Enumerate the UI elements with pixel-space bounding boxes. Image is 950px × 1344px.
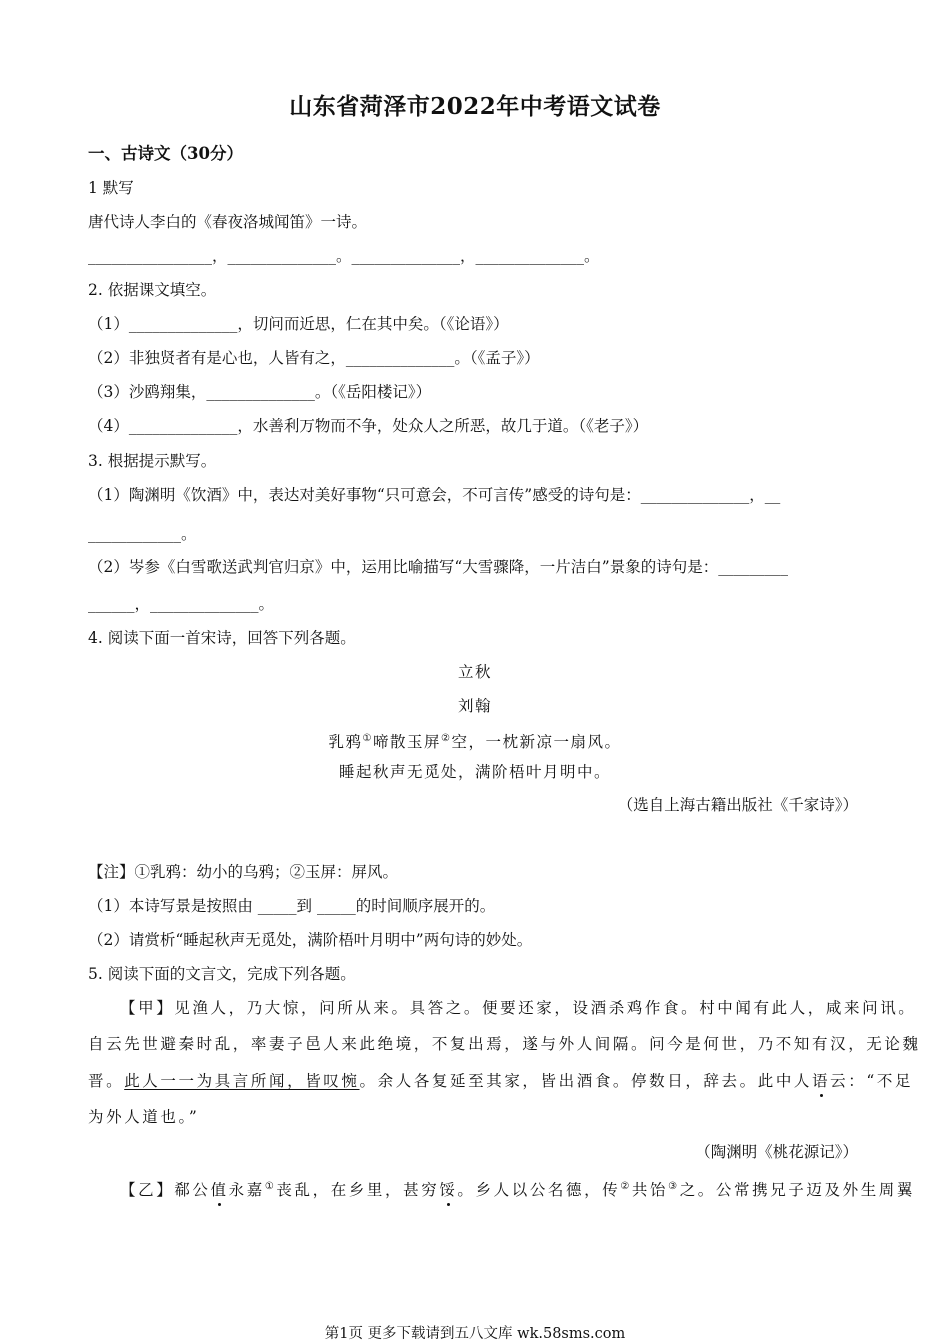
page-title: 山东省菏泽市2022年中考语文试卷 xyxy=(289,93,661,120)
dotted-character: 馁 xyxy=(439,1181,458,1200)
q2-label: 2. 依据课文填空。 xyxy=(88,281,217,299)
footnote-marker: ① xyxy=(264,1181,277,1192)
poem-title: 立秋 xyxy=(457,663,492,681)
q2-item-2: （2）非独贤者有是心也，人皆有之，______________。（《孟子》） xyxy=(88,349,540,367)
section-heading: 一、古诗文（30分） xyxy=(88,144,243,163)
footnote-marker: ③ xyxy=(668,1181,680,1192)
passage-jia-line-3: 晋。此人一一为具言所闻，皆叹惋。余人各复延至其家，皆出酒食。停数日，辞去。此中人语云：“不足 xyxy=(88,1072,914,1090)
dotted-character: 值 xyxy=(210,1181,229,1200)
footnote-marker: ① xyxy=(362,733,373,744)
q1-label: 1 默写 xyxy=(88,179,134,197)
poem-note: 【注】①乳鸦：幼小的乌鸦；②玉屏：屏风。 xyxy=(88,863,399,881)
passage-jia-line-2: 自云先世避秦时乱，率妻子邑人来此绝境，不复出焉，遂与外人间隔。问今是何世，乃不知有汉，无论魏 xyxy=(88,1035,921,1053)
footnote-marker: ② xyxy=(441,733,452,744)
poem-line-1: 乳鸦①啼散玉屏②空，一枕新凉一扇风。 xyxy=(328,733,622,752)
poem-author: 刘翰 xyxy=(457,697,492,715)
passage-yi-line-1: 【乙】郗公值永嘉①丧乱，在乡里，甚穷馁。乡人以公名德，传②共饴③之。公常携兄子迈及外生周翼 xyxy=(120,1181,915,1200)
q4-label: 4. 阅读下面一首宋诗，回答下列各题。 xyxy=(88,629,356,647)
q4-sub-1: （1）本诗写景是按照由 _____到 _____的时间顺序展开的。 xyxy=(88,897,496,915)
q2-item-3: （3）沙鸥翔集，______________。（《岳阳楼记》） xyxy=(88,383,432,401)
q1-blanks: ________________，______________。______________，______________。 xyxy=(88,247,600,265)
q3-label: 3. 根据提示默写。 xyxy=(88,452,217,470)
q5-label: 5. 阅读下面的文言文，完成下列各题。 xyxy=(88,965,356,983)
passage-jia-line-1: 【甲】见渔人，乃大惊，问所从来。具答之。便要还家，设酒杀鸡作食。村中闻有此人，咸来问讯。 xyxy=(120,999,917,1017)
q3-item-1-line-2: ____________。 xyxy=(88,525,197,543)
q3-item-1-line-1: （1）陶渊明《饮酒》中，表达对美好事物“只可意会，不可言传”感受的诗句是：______________，__ xyxy=(88,486,781,504)
dotted-character: 语 xyxy=(812,1072,831,1090)
q3-item-2-line-1: （2）岑参《白雪歌送武判官归京》中，运用比喻描写“大雪骤降，一片洁白”景象的诗句是：_________ xyxy=(88,558,788,576)
q3-item-2-line-2: ______，______________。 xyxy=(88,595,275,613)
q2-item-4: （4）______________，水善利万物而不争，处众人之所恶，故几于道。（《老子》） xyxy=(88,417,649,435)
q1-prompt: 唐代诗人李白的《春夜洛城闻笛》一诗。 xyxy=(88,213,368,231)
q2-item-1: （1）______________，切问而近思，仁在其中矣。（《论语》） xyxy=(88,315,509,333)
footnote-marker: ② xyxy=(620,1181,632,1192)
underlined-sentence: 此人一一为具言所闻，皆叹惋 xyxy=(124,1072,360,1090)
poem-source: （选自上海古籍出版社《千家诗》） xyxy=(617,796,858,814)
passage-jia-source: （陶渊明《桃花源记》） xyxy=(695,1143,858,1161)
q4-sub-2: （2）请赏析“睡起秋声无觅处，满阶梧叶月明中”两句诗的妙处。 xyxy=(88,931,533,949)
poem-line-2: 睡起秋声无觅处，满阶梧叶月明中。 xyxy=(338,763,611,781)
page-footer: 第1页 更多下载请到五八文库 wk.58sms.com xyxy=(324,1326,626,1342)
passage-jia-line-4: 为外人道也。” xyxy=(88,1108,200,1126)
